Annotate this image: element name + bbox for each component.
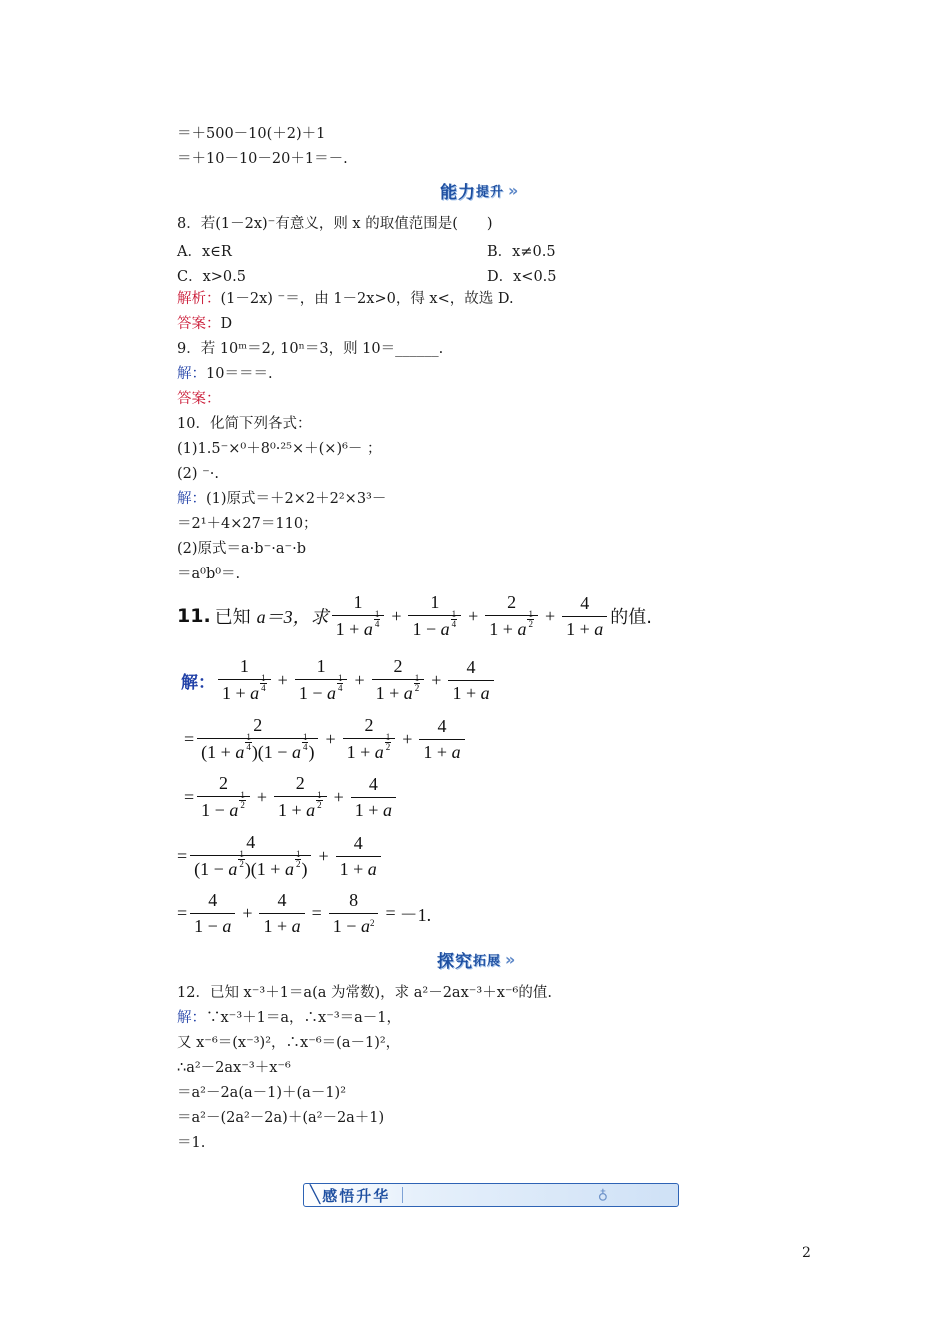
summary-banner-text: 感悟升华 <box>322 1186 391 1205</box>
analysis-text: (1－2x) ⁻＝，由 1－2x>0，得 x<，故选 D. <box>220 291 514 307</box>
question-number: 11. <box>177 605 211 627</box>
solution-line: (2)原式＝a·b⁻·a⁻·b <box>177 541 307 557</box>
banner-text-small: 拓展 <box>473 953 502 969</box>
lightbulb-icon: ♁ <box>597 1187 608 1203</box>
chevron-right-icon: » <box>508 180 519 200</box>
result-value: －1. <box>399 904 432 925</box>
banner-text-small: 提升 <box>476 184 505 200</box>
question-10-part1: (1)1.5⁻×⁰＋8⁰·²⁵×＋(×)⁶－ ； <box>177 441 382 457</box>
section-banner-ability <box>440 177 518 203</box>
solution-text: ∵x⁻³＋1＝a，∴x⁻³＝a－1， <box>206 1010 402 1026</box>
solution-text: 10＝＝＝. <box>206 366 273 382</box>
solution-line: ＝2¹＋4×27＝110； <box>177 516 318 532</box>
section-banner-explore <box>437 946 515 972</box>
slash-icon: ╲ <box>310 1185 321 1205</box>
analysis-label: 解析： <box>177 291 221 307</box>
page-number: 2 <box>802 1245 811 1261</box>
solution-text: (1)原式＝＋2×2＋2²×3³－ <box>206 491 387 507</box>
chevron-right-icon: » <box>505 949 516 969</box>
analysis-line <box>177 289 514 309</box>
math-step: = 2 (1 + a $\frac{1}{4}$ )(1 − a $\frac{1}{4}$ ) + 2 1 + a $\frac{1}{2}$ + $\frac{4}{1 + a}$ <box>184 715 468 763</box>
answer-text: D <box>220 316 233 332</box>
question-9-stem: 9．若 10ᵐ＝2, 10ⁿ＝3，则 10＝______. <box>177 341 444 357</box>
solution-label: 解： <box>177 491 206 507</box>
question-11-condition: a＝3，求 <box>256 607 329 627</box>
question-12-stem: 12．已知 x⁻³＋1＝a(a 为常数)，求 a²－2ax⁻³＋x⁻⁶的值. <box>177 985 552 1001</box>
question-8-stem: 8．若(1－2x)⁻有意义，则 x 的取值范围是( ) <box>177 216 493 232</box>
solution-line <box>177 489 386 509</box>
summary-banner <box>303 1183 679 1207</box>
text-line: ＝＋10－10－20＋1＝－. <box>177 151 348 167</box>
solution-line: ＝a²－2a(a－1)＋(a－1)² <box>177 1085 347 1101</box>
question-11-text-end: 的值. <box>610 607 652 628</box>
divider <box>402 1187 403 1203</box>
solution-line <box>177 1008 401 1028</box>
answer-label: 答案： <box>177 391 221 407</box>
solution-label: 解： <box>181 672 215 693</box>
question-11-stem: 11. 已知 a＝3，求 1 1 + a $\frac{1}{4}$ + 1 1 − a $\frac{1}{4}$ + 2 1 + a $\frac{1}{2}$ + $\frac{4}{1 + a}$ 的值. <box>177 592 652 639</box>
question-10-stem: 10．化简下列各式： <box>177 416 312 432</box>
option-b: B．x≠0.5 <box>487 244 556 260</box>
solution-line: ＝a²－(2a²－2a)＋(a²－2a＋1) <box>177 1110 385 1126</box>
solution-label: 解： <box>177 1010 206 1026</box>
math-step: = 4 (1 − a $\frac{1}{2}$ )(1 + a $\frac{1}{2}$ ) + $\frac{4}{1 + a}$ <box>177 832 384 880</box>
solution-line: 又 x⁻⁶＝(x⁻³)²，∴x⁻⁶＝(a－1)²， <box>177 1035 401 1051</box>
solution-line: ＝a⁰b⁰＝. <box>177 566 241 582</box>
option-a: A．x∈R <box>177 244 232 260</box>
math-step: 解： 1 1 + a $\frac{1}{4}$ + 1 1 − a $\frac{1}{4}$ + 2 1 + a $\frac{1}{2}$ + $\frac{4}{1 + a}$ <box>181 656 497 704</box>
math-step: = $\frac{4}{1 - a}$ + $\frac{4}{1 + a}$ = $\frac{8}{1 - a^2}$ = －1. <box>177 890 432 936</box>
solution-label: 解： <box>177 366 206 382</box>
math-step: = 2 1 − a $\frac{1}{2}$ + 2 1 + a $\frac{1}{2}$ + $\frac{4}{1 + a}$ <box>184 773 399 821</box>
solution-line <box>177 364 273 384</box>
question-11-text: 已知 <box>214 607 251 628</box>
banner-text: 能力 <box>440 182 476 203</box>
option-d: D．x<0.5 <box>487 269 557 285</box>
solution-line: ＝1. <box>177 1135 206 1151</box>
text-line: ＝＋500－10(＋2)＋1 <box>177 126 326 142</box>
solution-line: ∴a²－2ax⁻³＋x⁻⁶ <box>177 1060 291 1076</box>
option-c: C．x>0.5 <box>177 269 246 285</box>
answer-line <box>177 314 232 334</box>
question-10-part2: (2) ⁻·. <box>177 466 220 482</box>
answer-label: 答案： <box>177 316 221 332</box>
banner-text: 探究 <box>437 951 473 972</box>
